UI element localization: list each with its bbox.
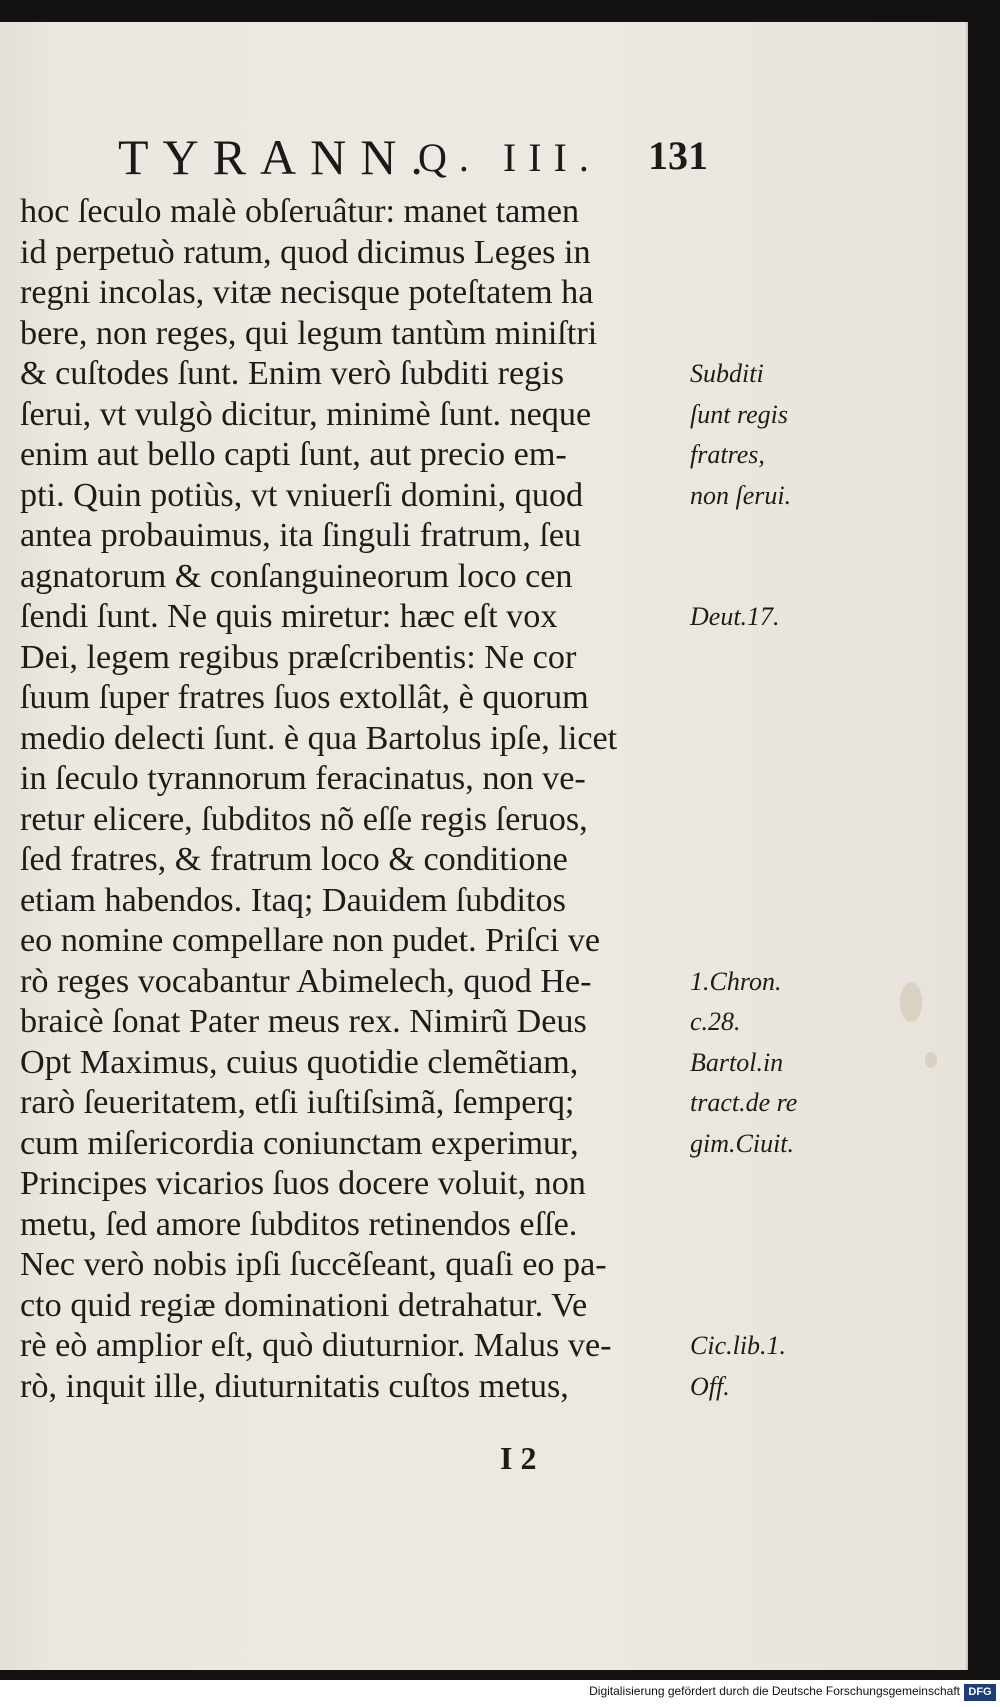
text-line: agnatorum & conſanguineorum loco cen — [20, 557, 573, 595]
text-line: enim aut bello capti ſunt, aut precio em- — [20, 436, 567, 473]
text-line: retur elicere, ſubditos nõ eſſe regis ſeruos, — [20, 800, 588, 838]
margin-note: Subditi — [690, 359, 764, 388]
text-line: rò reges vocabantur Abimelech, quod He- — [20, 962, 592, 1000]
text-line: regni incolas, vitæ necisque poteſtatem ha — [20, 274, 594, 311]
text-line: ſerui, vt vulgò dicitur, minimè ſunt. neque — [20, 395, 592, 433]
margin-note: fratres, — [690, 440, 765, 469]
dfg-logo-icon: DFG — [964, 1684, 996, 1701]
text-line: pti. Quin potiùs, vt vniuerſi domini, quod — [20, 476, 584, 514]
section-label: Q. III. — [418, 135, 601, 180]
text-line: braicè ſonat Pater meus rex. Nimirũ Deus — [20, 1003, 587, 1040]
text-line: ſed fratres, & fratrum loco & conditione — [20, 841, 568, 878]
footer-credit: Digitalisierung gefördert durch die Deutsche Forschungsgemeinschaft — [589, 1684, 960, 1698]
text-line: medio delecti ſunt. è qua Bartolus ipſe, licet — [20, 719, 618, 757]
text-line: bere, non reges, qui legum tantùm miniſtri — [20, 314, 598, 352]
paper-stain — [925, 1052, 937, 1068]
text-line: rè eò amplior eſt, quò diuturnior. Malus ve- — [20, 1327, 612, 1364]
text-line: rarò ſeueritatem, etſi iuſtiſsimã, ſemperq; — [20, 1084, 575, 1121]
signature-mark: I 2 — [500, 1440, 537, 1476]
text-line: rò, inquit ille, diuturnitatis cuſtos metus, — [20, 1367, 569, 1405]
margin-note: Cic.lib.1. — [690, 1331, 787, 1360]
text-line: & cuſtodes ſunt. Enim verò ſubditi regis — [20, 355, 565, 392]
margin-note: Off. — [690, 1371, 730, 1401]
text-line: id perpetuò ratum, quod dicimus Leges in — [20, 233, 591, 271]
text-line: ſendi ſunt. Ne quis miretur: hæc eſt vox — [20, 598, 558, 635]
margin-note: gim.Ciuit. — [690, 1128, 795, 1158]
margin-note: Bartol.in — [690, 1047, 784, 1077]
paper-stain — [900, 982, 922, 1022]
text-line: Nec verò nobis ipſi ſuccẽſeant, quaſi eo pa- — [20, 1246, 607, 1283]
text-line: hoc ſeculo malè obſeruâtur: manet tamen — [20, 193, 580, 230]
text-line: antea probauimus, ita ſinguli fratrum, ſeu — [20, 517, 582, 554]
running-title: TYRANN. — [118, 129, 437, 185]
text-line: cum miſericordia coniunctam experimur, — [20, 1124, 579, 1162]
text-line: ſuum ſuper fratres ſuos extollât, è quorum — [20, 679, 589, 716]
text-line: eo nomine compellare non pudet. Priſci ve — [20, 922, 601, 959]
margin-note: Deut.17. — [690, 602, 780, 631]
digitization-footer — [0, 1682, 1000, 1706]
text-line: metu, ſed amore ſubditos retinendos eſſe. — [20, 1205, 578, 1243]
text-line: Opt Maximus, cuius quotidie clemẽtiam, — [20, 1043, 579, 1081]
margin-note: 1.Chron. — [690, 966, 782, 996]
text-line: Principes vicarios ſuos docere voluit, non — [20, 1165, 586, 1202]
margin-note: c.28. — [690, 1007, 741, 1036]
text-line: cto quid regiæ dominationi detrahatur. Ve — [20, 1286, 588, 1324]
text-line: Dei, legem regibus præſcribentis: Ne cor — [20, 638, 577, 676]
page-header — [118, 128, 708, 188]
text-line: etiam habendos. Itaq; Dauidem ſubditos — [20, 881, 566, 919]
page-number: 131 — [648, 133, 708, 178]
text-line: in ſeculo tyrannorum feracinatus, non ve- — [20, 760, 586, 797]
margin-note: tract.de re — [690, 1088, 798, 1117]
margin-note: ſunt regis — [690, 399, 788, 429]
margin-note: non ſerui. — [690, 480, 792, 510]
body-text — [20, 192, 700, 1407]
